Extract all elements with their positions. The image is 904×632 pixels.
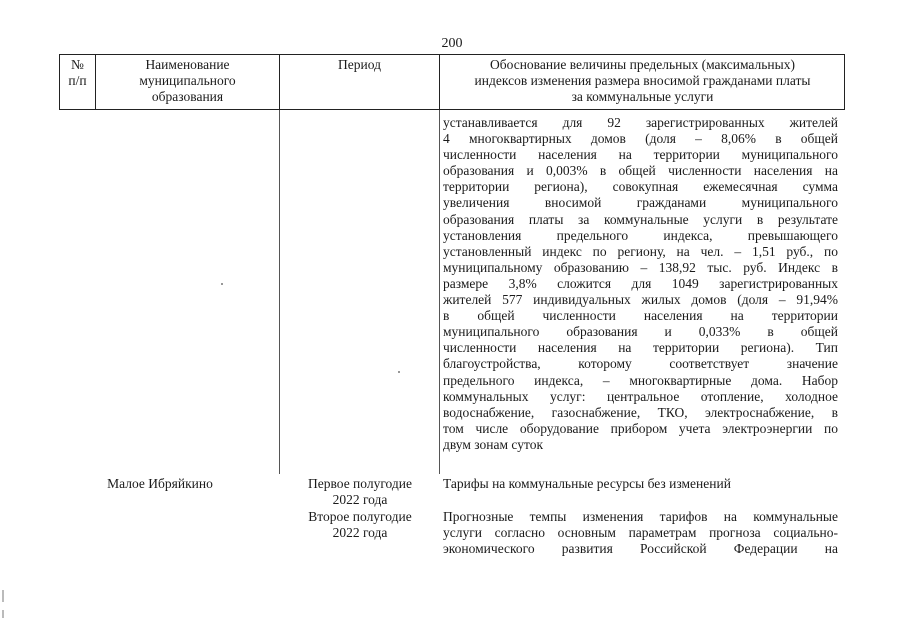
header-line: Обоснование величины предельных (максимальных) <box>490 57 795 72</box>
text-line: жителей 577 индивидуальных жилых домов (доля – 91,94% <box>443 292 838 308</box>
header-line: № <box>71 57 84 72</box>
justification-second-half <box>443 509 838 557</box>
text-line: 4 многоквартирных домов (доля – 8,06% в общей <box>443 131 838 147</box>
justification-first-half: Тарифы на коммунальные ресурсы без изменений <box>443 476 731 491</box>
header-line: муниципального <box>139 73 236 88</box>
text-line: численности населения на территории региона). Тип <box>443 340 838 356</box>
period-line: Второе полугодие <box>308 509 412 524</box>
text-line: размере 3,8% сложится для 1049 зарегистрированных <box>443 275 838 291</box>
header-line: индексов изменения размера вносимой гражданами платы <box>474 73 811 88</box>
text-line: коммунальных услуг: центральное отопление, холодное <box>443 388 838 404</box>
justification-continuation <box>443 115 838 453</box>
text-line: образования платы за коммунальные услуги в результате <box>443 211 838 227</box>
text-line: устанавливается для 92 зарегистрированных жителей <box>443 115 838 130</box>
text-line: установленный индекс по региону, на чел. – 1,51 руб., по <box>443 243 838 259</box>
text-line: образования и 0,003% в общей численности населения на <box>443 163 838 179</box>
text-line: муниципальному образованию – 138,92 тыс. руб. Индекс в <box>443 259 838 275</box>
scan-edge-mark <box>2 590 4 602</box>
period-second-half <box>280 509 440 541</box>
period-line: Первое полугодие <box>308 476 412 491</box>
header-line: п/п <box>68 73 87 88</box>
text-line: численности населения на территории муниципального <box>443 147 838 163</box>
column-divider <box>439 110 440 474</box>
text-line: том числе оборудование прибором учета электроэнергии по <box>443 420 838 436</box>
column-divider <box>279 110 280 474</box>
header-col-municipality <box>96 55 280 109</box>
text-line: благоустройства, которому соответствует значение <box>443 356 838 372</box>
municipality-name: Малое Ибряйкино <box>107 476 213 491</box>
header-line: образования <box>151 89 224 104</box>
period-line: 2022 года <box>332 492 388 507</box>
text-line: муниципального образования и 0,033% в общей <box>443 324 838 340</box>
header-line: Наименование <box>145 57 230 72</box>
table-header <box>59 54 845 110</box>
text-line: услуги согласно основным параметрам прогноза социально- <box>443 525 838 540</box>
text-line: двум зонам суток <box>443 436 544 452</box>
text-line: территории региона), совокупная ежемесячная сумма <box>443 179 838 195</box>
text-line: Прогнозные темпы изменения тарифов на коммунальные <box>443 509 838 524</box>
header-col-number <box>60 55 96 109</box>
text-line: в общей численности населения на территории <box>443 308 838 324</box>
period-line: 2022 года <box>332 525 388 540</box>
text-line: экономического развития Российской Федерации на <box>443 541 838 556</box>
header-line: Период <box>338 57 381 72</box>
text-line: предельного индекса, – многоквартирные дома. Набор <box>443 372 838 388</box>
scan-speck <box>398 371 400 373</box>
scan-edge-mark <box>2 610 4 618</box>
period-first-half <box>280 476 440 508</box>
scan-speck <box>221 283 223 285</box>
header-col-justification <box>440 55 845 109</box>
text-line: водоснабжение, газоснабжение, ТКО, электроснабжение, в <box>443 404 838 420</box>
header-line: за коммунальные услуги <box>571 89 714 104</box>
header-col-period <box>280 55 440 109</box>
text-line: увеличения вносимой гражданами муниципального <box>443 195 838 211</box>
page-number: 200 <box>441 36 463 51</box>
text-line: установления предельного индекса, превышающего <box>443 227 838 243</box>
